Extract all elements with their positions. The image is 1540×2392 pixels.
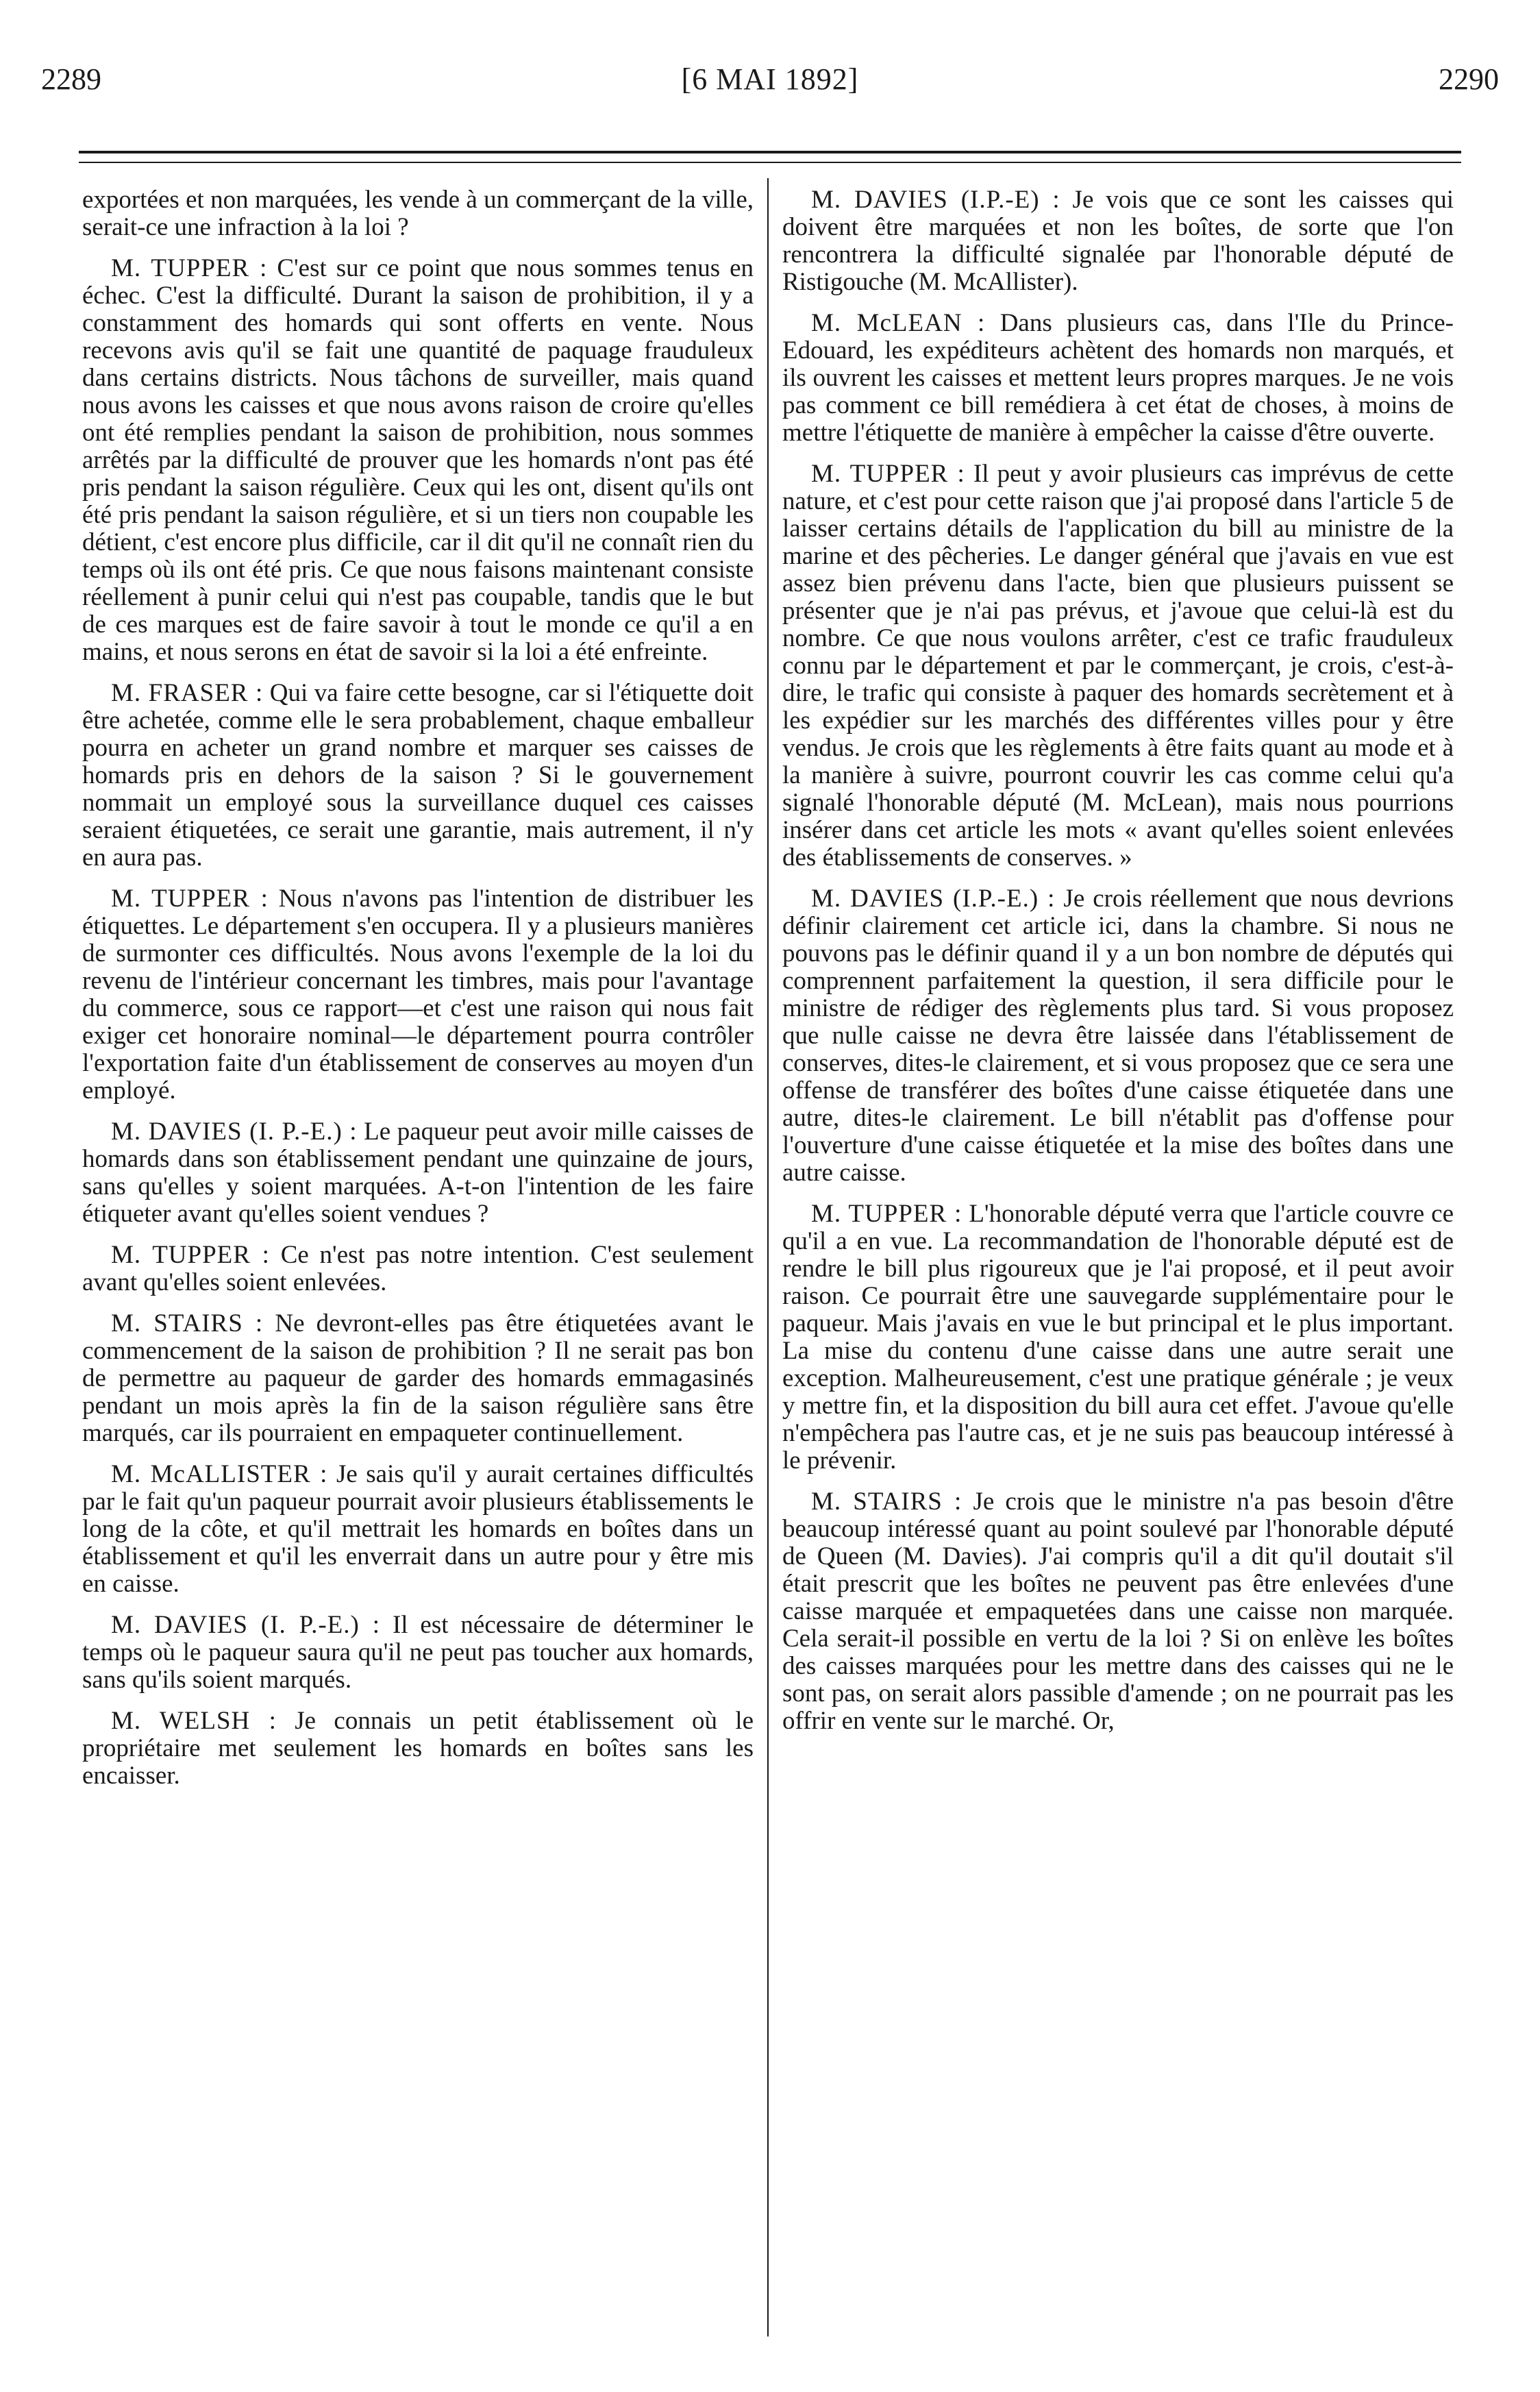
left-page-number: 2289 — [41, 62, 101, 96]
speech-paragraph — [82, 1118, 754, 1228]
speech-paragraph — [82, 255, 754, 666]
speaker-name: M. McLEAN : — [811, 309, 986, 337]
speaker-name: M. DAVIES (I. P.-E.) : — [111, 1118, 358, 1146]
right-column — [782, 186, 1454, 1749]
speech-text: Nous n'avons pas l'intention de distribuer les étiquettes. Le département s'en occupera. Il y a plusieurs manières de surmonter ces difficultés. Nous avons l'exemple de la loi du revenu de l'intérieur concernant les timbres, mais pour l'avantage du commerce, sous ce rapport—et c'est une raison qui nous fait exiger cet honoraire nominal—le département pourra contrôler l'exportation faite d'un établissement de conserves au moyen d'un employé. — [82, 885, 754, 1105]
speech-text: L'honorable député verra que l'article couvre ce qu'il a en vue. La recommandation de l'honorable député est de rendre le bill plus rigoureux que je l'ai proposé, et il peut avoir raison. Ce pourrait être une sauvegarde supplémentaire pour le paqueur. Mais j'avais en vue le but principal et le plus important. La mise du contenu d'une caisse dans une autre serait une exception. Malheureusement, c'est une pratique générale ; je veux y mettre fin, et la disposition du bill aura cet effet. J'avoue qu'elle n'empêchera pas l'autre cas, et je ne suis pas beaucoup intéressé à le prévenir. — [782, 1200, 1454, 1475]
speech-text: exportées et non marquées, les vende à un commerçant de la ville, serait-ce une infraction à la loi ? — [82, 186, 754, 241]
page-header — [41, 62, 1499, 116]
speech-text: Il est nécessaire de déterminer le temps où le paqueur saura qu'il ne peut pas toucher aux homards, sans qu'ils soient marqués. — [82, 1611, 754, 1694]
speaker-name: M. TUPPER : — [111, 1241, 270, 1269]
speech-text: Je connais un petit établissement où le propriétaire met seulement les homards en boîtes sans les encaisser. — [82, 1707, 754, 1790]
speech-text: Je sais qu'il y aurait certaines difficultés par le fait qu'un paqueur pourrait avoir plusieurs établissements le long de la côte, et qu'il mettrait les homards en boîtes dans un établissement et qu'il les enverrait dans un autre pour y être mis en caisse. — [82, 1460, 754, 1598]
speech-text: Qui va faire cette besogne, car si l'étiquette doit être achetée, comme elle le sera probablement, chaque emballeur pourra en acheter un grand nombre et marquer ses caisses de homards pris en dehors de la saison ? Si le gouvernement nommait un employé sous la surveillance duquel ces caisses seraient étiquetées, ce serait une garantie, mais autrement, il n'y en aura pas. — [82, 679, 754, 872]
speech-paragraph — [82, 186, 754, 241]
speaker-name: M. STAIRS : — [811, 1488, 962, 1516]
speaker-name: M. TUPPER : — [811, 1200, 962, 1228]
speech-text: Le paqueur peut avoir mille caisses de homards dans son établissement pendant une quinzaine de jours, sans qu'elles y soient marquées. A-t-on l'intention de les faire étiqueter avant qu'elles soient vendues ? — [82, 1118, 754, 1228]
speech-paragraph — [782, 1200, 1454, 1475]
speech-paragraph — [82, 680, 754, 872]
speech-paragraph — [782, 186, 1454, 296]
speech-paragraph — [782, 460, 1454, 872]
speaker-name: M. McALLISTER : — [111, 1460, 328, 1488]
speaker-name: M. TUPPER : — [111, 885, 269, 913]
header-rule-thick — [79, 151, 1461, 153]
speech-paragraph — [782, 1488, 1454, 1735]
speech-paragraph — [782, 885, 1454, 1187]
speech-text: Ce n'est pas notre intention. C'est seulement avant qu'elles soient enlevées. — [82, 1241, 754, 1296]
speech-text: Je crois réellement que nous devrions définir clairement cet article ici, dans la chambre. Si nous ne pouvons pas le définir quand il y a un bon nombre de députés qui comprennent parfaitement la question, il sera difficile pour le ministre de rédiger des règlements plus tard. Si vous proposez que nulle caisse ne devra être laissée dans l'établissement de conserves, dites-le clairement, et si vous proposez que ce sera une offense de transférer des boîtes d'une caisse étiquetée dans une autre, dites-le clairement. Le bill n'établit pas d'offense pour l'ouverture d'une caisse étiquetée et la mise des boîtes dans une autre caisse. — [782, 885, 1454, 1187]
speaker-name: M. DAVIES (I.P.-E.) : — [811, 885, 1056, 913]
speech-paragraph — [82, 1612, 754, 1694]
speech-text: C'est sur ce point que nous sommes tenus en échec. C'est la difficulté. Durant la saison de prohibition, il y a constamment des homards qui sont offerts en vente. Nous recevons avis qu'il se fait une quantité de paquage frauduleux dans certains districts. Nous tâchons de surveiller, mais quand nous avons les caisses et que nous avons raison de croire qu'elles ont été remplies pendant la saison de prohibition, nous sommes arrêtés par la difficulté de prouver que les homards n'ont pas été pris pendant la saison régulière. Ceux qui les ont, disent qu'ils ont été pris pendant la saison régulière, et si un tiers non coupable les détient, c'est encore plus difficile, car il dit qu'il ne connaît rien du temps où ils ont été pris. Ce que nous faisons maintenant consiste réellement à punir celui qui n'est pas coupable, tandis que le but de ces marques est de faire savoir à tout le monde ce qu'il a en mains, et nous serons en état de savoir si la loi a été enfreinte. — [82, 254, 754, 666]
speech-paragraph — [82, 1242, 754, 1296]
speaker-name: M. FRASER : — [111, 679, 264, 707]
speaker-name: M. TUPPER : — [811, 460, 965, 488]
speech-text: Dans plusieurs cas, dans l'Ile du Prince-Edouard, les expéditeurs achètent des homards non marqués, et ils ouvrent les caisses et mettent leurs propres marques. Je ne vois pas comment ce bill remédiera à cet état de choses, à moins de mettre l'étiquette de manière à empêcher la caisse d'être ouverte. — [782, 309, 1454, 447]
speaker-name: M. STAIRS : — [111, 1309, 264, 1337]
speech-text: Je crois que le ministre n'a pas besoin d'être beaucoup intéressé quant au point soulevé par l'honorable député de Queen (M. Davies). J'ai compris qu'il a dit qu'il doutait s'il était prescrit que les boîtes ne peuvent pas être enlevées d'une caisse marquée et empaquetées dans une caisse non marquée. Cela serait-il possible en vertu de la loi ? Si on enlève les boîtes des caisses marquées pour les mettre dans des caisses qui ne le sont pas, on serait alors passible d'amende ; on ne pourrait pas les offrir en vente sur le marché. Or, — [782, 1488, 1454, 1735]
header-rule-thin — [79, 162, 1461, 163]
sitting-date: [6 MAI 1892] — [681, 62, 859, 96]
speech-paragraph — [82, 1461, 754, 1598]
speech-text: Je vois que ce sont les caisses qui doivent être marquées et non les boîtes, de sorte que l'on rencontrera la difficulté signalée par l'honorable député de Ristigouche (M. McAllister). — [782, 186, 1454, 296]
speech-text: Ne devront-elles pas être étiquetées avant le commencement de la saison de prohibition ? Il ne serait pas bon de permettre au paqueur de garder des homards emmagasinés pendant un mois après la fin de la saison régulière sans être marqués, car ils pourraient en empaqueter continuellement. — [82, 1309, 754, 1447]
speech-paragraph — [82, 1310, 754, 1447]
speaker-name: M. DAVIES (I. P.-E.) : — [111, 1611, 381, 1639]
column-divider — [767, 178, 769, 2336]
speech-text: Il peut y avoir plusieurs cas imprévus de cette nature, et c'est pour cette raison que j'ai proposé dans l'article 5 de laisser certains détails de l'application du bill au ministre de la marine et des pêcheries. Le danger général que j'avais en vue est assez bien prévenu dans l'acte, bien que plusieurs puissent se présenter que je n'ai pas prévus, et j'avoue que celui-là est du nombre. Ce que nous voulons arrêter, c'est ce trafic frauduleux connu par le département et par le commerçant, je crois, c'est-à-dire, le trafic qui consiste à paquer des homards secrètement et à les expédier sur les marchés des différentes villes pour y être vendus. Je crois que les règlements à être faits quant au mode et à la manière à suivre, pourront couvrir les cas comme celui qu'a signalé l'honorable député (M. McLean), mais nous pourrions insérer dans cet article les mots « avant qu'elles soient enlevées des établissements de conserves. » — [782, 460, 1454, 872]
speech-paragraph — [782, 310, 1454, 447]
speech-paragraph — [82, 885, 754, 1105]
speech-paragraph — [82, 1707, 754, 1790]
speaker-name: M. DAVIES (I.P.-E) : — [811, 186, 1060, 214]
speaker-name: M. WELSH : — [111, 1707, 277, 1735]
left-column — [82, 186, 754, 1803]
right-page-number: 2290 — [1439, 62, 1499, 96]
speaker-name: M. TUPPER : — [111, 254, 268, 282]
